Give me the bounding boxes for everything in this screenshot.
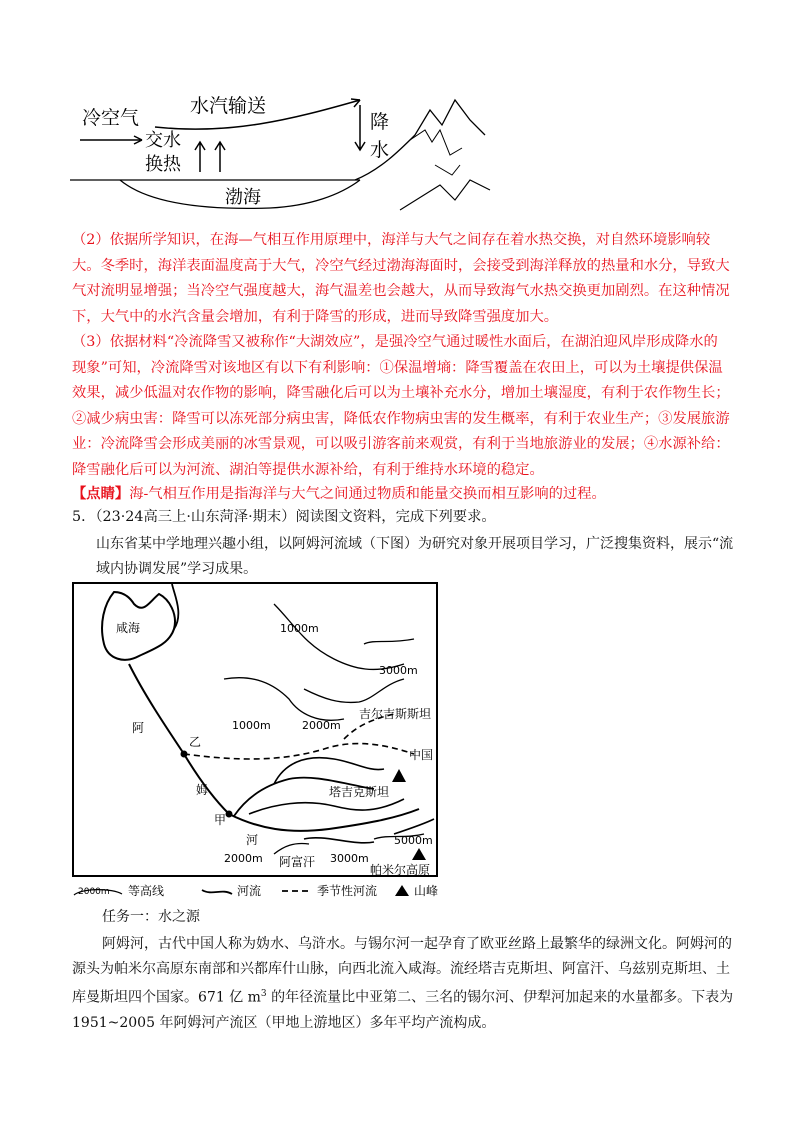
map-label-mu: 姆 [196, 783, 209, 797]
map-label-afghanistan: 阿富汗 [279, 855, 316, 869]
map-drawing [74, 584, 436, 875]
answer-part-2: （2）依据所学知识，在海—气相互作用原理中，海洋与大气之间存在着水热交换，对自然环境影响较大。冬季时，海洋表面温度高于大气，冷空气经过渤海海面时，会接受到海洋释放的热量和水分，导致大气对流明显增强；当冷空气强度越大，海气温差也会越大，从而导致海气水热交换更加剧烈。在这种情况下，大气中的水汽含量会增加，有利于降雪的形成，进而导致降雪强度加大。 [72, 232, 730, 325]
precipitation-label-1: 降 [370, 111, 390, 133]
map-contour-1000m-a: 1000m [280, 622, 319, 635]
answer-part-3: （3）依据材料“冷流降雪又被称作“大湖效应”，是强冷空气通过暖性水面后，在湖泊迎风岸形成降水的现象”可知，冷流降雪对该地区有以下有利影响：①保温增墒：降雪覆盖在农田上，可以为土壤提供保温效果，减少低温对农作物的影响，降雪融化后可以为土壤补充水分，增加土壤湿度，有利于农作物生长；②减少病虫害：降雪可以冻死部分病虫害，降低农作物病虫害的发生概率，有利于农业生产；③发展旅游业：冷流降雪会形成美丽的冰雪景观，可以吸引游客前来观赏，有利于当地旅游业的发展；④水源补给：降雪融化后可以为河流、湖泊等提供水源补给，有利于维持水环境的稳定。 [72, 334, 730, 478]
task-1-body [72, 932, 736, 1036]
heat-exchange-label-1: 交水 [145, 130, 181, 151]
task-1-body-part1: 阿姆河，古代中国人称为妫水、乌浒水。与锡尔河一起孕育了欧亚丝路上最繁华的绿洲文化。阿姆河的源头为帕米尔高原东南部和兴都库什山脉，向西北流入咸海。流经塔吉克斯坦、阿富汗、乌兹别克斯坦、土库曼斯坦四个国家。671 亿 m [72, 936, 732, 1006]
map-contour-3000m-a: 3000m [379, 664, 418, 677]
legend-seasonal-river-label: 季节性河流 [317, 884, 378, 898]
legend-contour-sample: 2000m [78, 887, 110, 897]
sea-label: 渤海 [225, 187, 261, 208]
question-5-header: 5．（23·24高三上·山东菏泽·期末）阅读图文资料，完成下列要求。 [72, 509, 496, 525]
sea-air-interaction-diagram [60, 80, 500, 225]
question-5-intro: 山东省某中学地理兴趣小组，以阿姆河流域（下图）为研究对象开展项目学习，广泛搜集资料，展示“流域内协调发展”学习成果。 [96, 536, 734, 577]
legend-river-label: 河流 [237, 884, 262, 898]
map-label-point-jia: 甲 [214, 813, 227, 827]
legend-peak-label: 山峰 [414, 884, 439, 898]
amu-darya-basin-map [72, 582, 438, 877]
map-contour-2000m-a: 2000m [302, 719, 341, 732]
map-label-a: 阿 [132, 721, 145, 735]
tip-label: 【点睛】 [72, 486, 130, 502]
map-label-kyrgyzstan: 吉尔吉斯斯坦 [359, 707, 432, 721]
map-contour-2000m-b: 2000m [224, 852, 263, 865]
heat-exchange-label-2: 换热 [145, 154, 181, 175]
map-label-aral-sea: 咸海 [116, 621, 141, 635]
task-1-superscript: 3 [260, 989, 267, 999]
map-label-pamir: 帕米尔高原 [370, 863, 431, 875]
vapor-transport-label: 水汽输送 [190, 95, 267, 117]
task-1-title: 任务一：水之源 [102, 909, 200, 925]
task-1-body-part2: 的年径流量比中亚第二、三名的锡尔河、伊犁河加起来的水量都多。下表为 1951~2005 年阿姆河产流区（甲地上游地区）多年平均产流构成。 [72, 989, 734, 1031]
legend-contour-label: 等高线 [128, 884, 165, 898]
tip-paragraph [72, 482, 732, 508]
map-label-point-yi: 乙 [189, 735, 202, 749]
map-contour-3000m-b: 3000m [330, 852, 369, 865]
map-label-tajikistan: 塔吉克斯坦 [329, 785, 390, 799]
tip-text: 海-气相互作用是指海洋与大气之间通过物质和能量交换而相互影响的过程。 [129, 486, 606, 502]
map-label-he: 河 [246, 833, 259, 847]
precipitation-label-2: 水 [370, 139, 390, 161]
map-contour-5000m: 5000m [394, 834, 433, 847]
cold-air-label: 冷空气 [82, 107, 140, 129]
map-legend [72, 882, 492, 904]
map-label-china: 中国 [409, 748, 434, 762]
map-contour-1000m-b: 1000m [232, 719, 271, 732]
